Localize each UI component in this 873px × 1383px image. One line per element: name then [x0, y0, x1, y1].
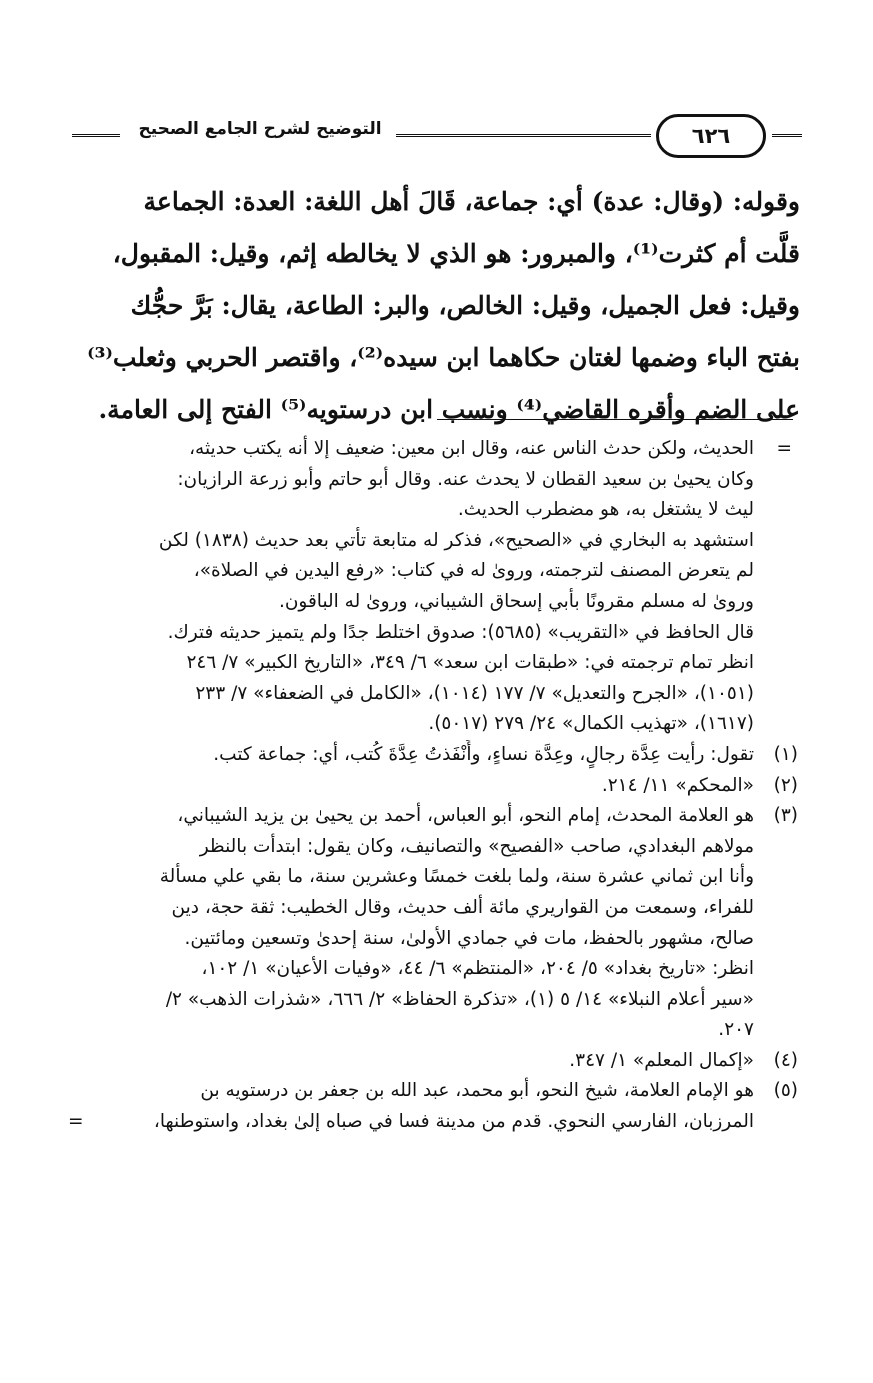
footnote-3	[68, 801, 798, 1046]
continuation-marker: =	[776, 438, 792, 459]
footnote-line: (١٠٥١)، «الجرح والتعديل» ٧/ ١٧٧ (١٠١٤)، «الكامل في الضعفاء» ٧/ ٢٣٣	[195, 682, 754, 704]
header-rule-right	[772, 134, 802, 137]
footnote-line: ليث لا يشتغل به، هو مضطرب الحديث.	[457, 499, 754, 521]
footnote-marker: (٥)	[773, 1080, 798, 1102]
main-text	[78, 176, 800, 436]
footnote-line: للفراء، وسمعت من القواريري مائة ألف حديث، وقال الخطيب: ثقة حجة، دين	[171, 896, 754, 918]
footnote-marker: (٣)	[773, 805, 798, 827]
footnote-line: قال الحافظ في «التقريب» (٥٦٨٥): صدوق اختلط جدًا ولم يتميز حديثه فترك.	[167, 621, 754, 643]
continuation-end-marker: =	[68, 1111, 84, 1133]
footnote-line: تقول: رأيت عِدَّة رجالٍ، وعِدَّة نساءٍ، وأَنْفَذتُ عِدَّةَ كُتب، أي: جماعة كتب.	[213, 743, 754, 765]
footnote-marker: (٤)	[773, 1049, 798, 1071]
footnote-line: «سير أعلام النبلاء» ١٤/ ٥ (١)، «تذكرة الحفاظ» ٢/ ٦٦٦، «شذرات الذهب» ٢/	[165, 988, 754, 1010]
footnote-line: «إكمال المعلم» ١/ ٣٤٧.	[569, 1049, 754, 1071]
main-text-line: وقيل: فعل الجميل، وقيل: الخالص، والبر: الطاعة، يقال: بَرَّ حجُّك	[130, 291, 800, 320]
footnote-marker: (٢)	[773, 774, 798, 796]
footnote-line: صالح، مشهور بالحفظ، مات في جمادي الأولىٰ، سنة إحدىٰ وتسعين ومائتين.	[184, 927, 754, 949]
header-rule-middle	[396, 134, 651, 137]
footnote-line: استشهد به البخاري في «الصحيح»، فذكر له متابعة تأتي بعد حديث (١٨٣٨) لكن	[158, 529, 754, 551]
footnote-continuation	[68, 434, 798, 740]
footnote-line: «المحكم» ١١/ ٢١٤.	[601, 774, 754, 796]
footnote-line: هو العلامة المحدث، إمام النحو، أبو العباس، أحمد بن يحيىٰ بن يزيد الشيباني،	[177, 805, 754, 827]
footnote-2	[68, 771, 798, 802]
main-text-line: قلَّت أم كثرت⁽¹⁾، والمبرور: هو الذي لا يخالطه إثم، وقيل: المقبول،	[112, 239, 800, 268]
footnote-line: انظر: «تاريخ بغداد» ٥/ ٢٠٤، «المنتظم» ٦/ ٤٤، «وفيات الأعيان» ١/ ١٠٢،	[201, 958, 754, 980]
footnote-5	[68, 1076, 798, 1137]
main-text-line: على الضم وأقره القاضي⁽⁴⁾ ونسب ابن درستويه⁽⁵⁾ الفتح إلى العامة.	[98, 395, 800, 424]
running-title: التوضيح لشرح الجامع الصحيح	[138, 119, 382, 139]
footnotes	[68, 434, 798, 1138]
page-header	[60, 112, 795, 164]
footnote-line: المرزبان، الفارسي النحوي. قدم من مدينة فسا في صباه إلىٰ بغداد، واستوطنها،	[153, 1111, 754, 1133]
main-text-line: بفتح الباء وضمها لغتان حكاهما ابن سيده⁽²⁾، واقتصر الحربي وثعلب⁽³⁾	[87, 343, 800, 372]
footnote-line: هو الإمام العلامة، شيخ النحو، أبو محمد، عبد الله بن جعفر بن درستويه بن	[200, 1080, 754, 1102]
footnote-line: (١٦١٧)، «تهذيب الكمال» ٢٤/ ٢٧٩ (٥٠١٧).	[428, 713, 754, 735]
footnote-line: وروىٰ له مسلم مقرونًا بأبي إسحاق الشيباني، وروىٰ له الباقون.	[278, 590, 754, 612]
footnote-line: لم يتعرض المصنف لترجمته، وروىٰ له في كتاب: «رفع اليدين في الصلاة»،	[193, 560, 754, 582]
footnote-line: ٢٠٧.	[718, 1019, 754, 1041]
footnote-1	[68, 740, 798, 771]
header-rule-left	[72, 134, 120, 137]
page-number-badge	[656, 114, 766, 158]
footnote-marker: (١)	[773, 743, 798, 765]
footnote-line: انظر تمام ترجمته في: «طبقات ابن سعد» ٦/ ٣٤٩، «التاريخ الكبير» ٧/ ٢٤٦	[186, 652, 754, 674]
footnote-4	[68, 1046, 798, 1077]
footnote-line: وكان يحيىٰ بن سعيد القطان لا يحدث عنه. وقال أبو حاتم وأبو زرعة الرازيان:	[177, 468, 754, 490]
footnote-line: الحديث، ولكن حدث الناس عنه، وقال ابن معين: ضعيف إلا أنه يكتب حديثه،	[189, 438, 754, 459]
footnote-line: وأنا ابن ثماني عشرة سنة، ولما بلغت خمسًا وعشرين سنة، ما بقي علي مسألة	[159, 866, 754, 888]
footnote-line: مولاهم البغدادي، صاحب «الفصيح» والتصانيف، وكان يقول: ابتدأت بالنظر	[199, 835, 754, 857]
page-number: ٦٢٦	[691, 124, 731, 148]
footnote-separator	[437, 419, 793, 420]
main-text-line: وقوله: (وقال: عدة) أي: جماعة، قَالَ أهل اللغة: العدة: الجماعة	[143, 187, 800, 216]
